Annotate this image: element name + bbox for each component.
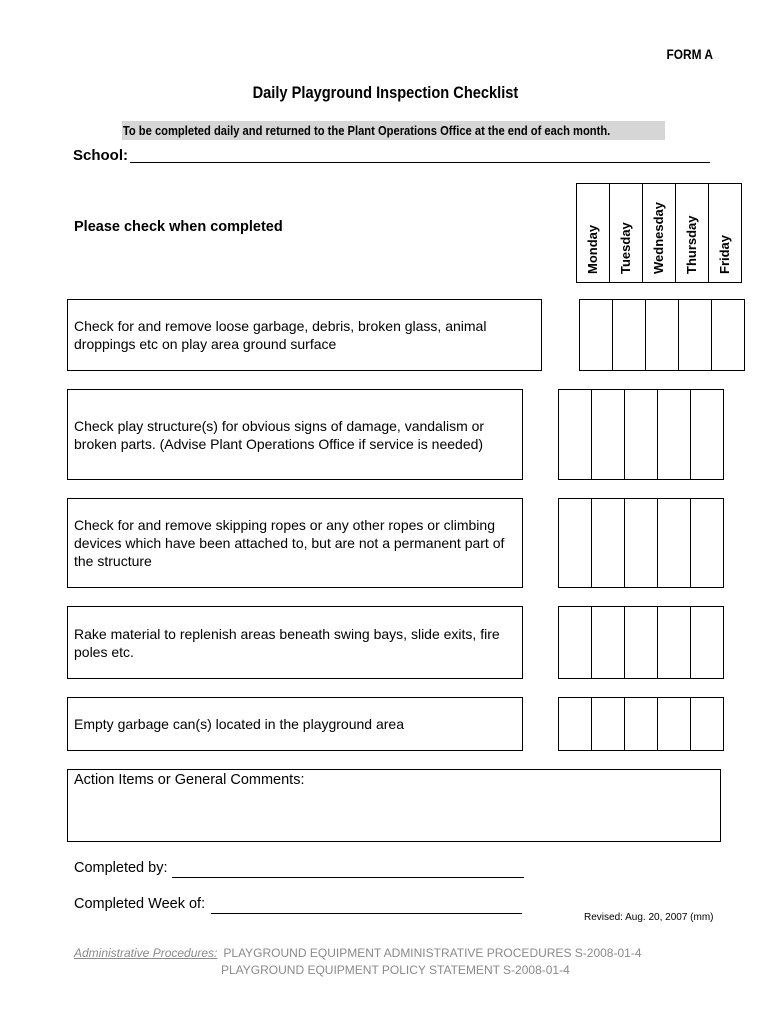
page-title [0, 83, 770, 103]
checkbox-monday[interactable] [559, 607, 591, 678]
revised-date: Revised: Aug. 20, 2007 (mm) [584, 912, 714, 923]
checkbox-tuesday[interactable] [591, 698, 624, 750]
task-row-1 [67, 299, 542, 371]
task-text: Check for and remove loose garbage, debris, broken glass, animal droppings etc on play area ground surface [74, 318, 487, 352]
completed-week-label: Completed Week of: [74, 896, 206, 912]
day-header-wednesday [642, 184, 675, 282]
task-text: Check for and remove skipping ropes or any other ropes or climbing devices which have been attached to, but are not a permanent part of the structure [74, 517, 505, 569]
checkbox-thursday[interactable] [657, 607, 690, 678]
checkbox-friday[interactable] [690, 390, 723, 479]
check-grid-5 [558, 697, 724, 751]
day-label: Thursday [684, 215, 699, 274]
task-text: Rake material to replenish areas beneath swing bays, slide exits, fire poles etc. [74, 625, 500, 660]
task-row-4 [67, 606, 523, 679]
task-row-5 [67, 697, 523, 751]
checkbox-tuesday[interactable] [591, 607, 624, 678]
checkbox-tuesday[interactable] [591, 499, 624, 587]
comments-label: Action Items or General Comments: [74, 772, 305, 788]
footer-line-1 [74, 946, 642, 960]
day-header-friday [708, 184, 741, 282]
day-label: Tuesday [618, 222, 633, 274]
check-grid-4 [558, 606, 724, 679]
day-header [576, 183, 742, 283]
checkbox-thursday[interactable] [678, 300, 711, 370]
instruction-banner [122, 121, 665, 140]
title-text: Daily Playground Inspection Checklist [252, 83, 518, 102]
checkbox-wednesday[interactable] [624, 698, 657, 750]
checkbox-tuesday[interactable] [591, 390, 624, 479]
checkbox-monday[interactable] [559, 698, 591, 750]
completed-by-label: Completed by: [74, 860, 168, 876]
checkbox-wednesday[interactable] [624, 607, 657, 678]
checkbox-thursday[interactable] [657, 499, 690, 587]
checkbox-monday[interactable] [559, 499, 591, 587]
completed-week-input-line[interactable] [211, 913, 522, 914]
checkbox-tuesday[interactable] [612, 300, 645, 370]
checkbox-thursday[interactable] [657, 390, 690, 479]
day-header-monday [577, 184, 609, 282]
day-label: Monday [585, 224, 600, 274]
footer-prefix: Administrative Procedures: [74, 946, 218, 960]
check-instruction: Please check when completed [74, 219, 283, 235]
day-label: Wednesday [651, 201, 666, 274]
checkbox-wednesday[interactable] [624, 390, 657, 479]
day-header-tuesday [609, 184, 642, 282]
checkbox-friday[interactable] [690, 698, 723, 750]
check-grid-2 [558, 389, 724, 480]
checkbox-friday[interactable] [711, 300, 744, 370]
checkbox-wednesday[interactable] [645, 300, 678, 370]
checkbox-monday[interactable] [559, 390, 591, 479]
footer-line-2: PLAYGROUND EQUIPMENT POLICY STATEMENT S-2008-01-4 [221, 963, 570, 977]
school-label: School: [73, 147, 128, 164]
task-text: Check play structure(s) for obvious signs of damage, vandalism or broken parts. (Advise Plant Operations Office if service is needed) [74, 417, 485, 452]
day-label: Friday [717, 234, 732, 274]
task-row-3 [67, 498, 523, 588]
checkbox-friday[interactable] [690, 499, 723, 587]
checkbox-friday[interactable] [690, 607, 723, 678]
checkbox-wednesday[interactable] [624, 499, 657, 587]
checkbox-monday[interactable] [580, 300, 612, 370]
task-text: Empty garbage can(s) located in the playground area [74, 716, 404, 732]
comments-box[interactable] [67, 769, 721, 842]
checkbox-thursday[interactable] [657, 698, 690, 750]
check-grid-1 [579, 299, 745, 371]
instruction-text: To be completed daily and returned to the Plant Operations Office at the end of each month. [122, 123, 611, 138]
day-header-thursday [675, 184, 708, 282]
footer-text-1: PLAYGROUND EQUIPMENT ADMINISTRATIVE PROCEDURES S-2008-01-4 [223, 946, 642, 960]
form-label: FORM A [666, 46, 713, 62]
check-grid-3 [558, 498, 724, 588]
completed-by-input-line[interactable] [172, 877, 524, 878]
school-input-line[interactable] [130, 162, 710, 163]
task-row-2 [67, 389, 523, 480]
